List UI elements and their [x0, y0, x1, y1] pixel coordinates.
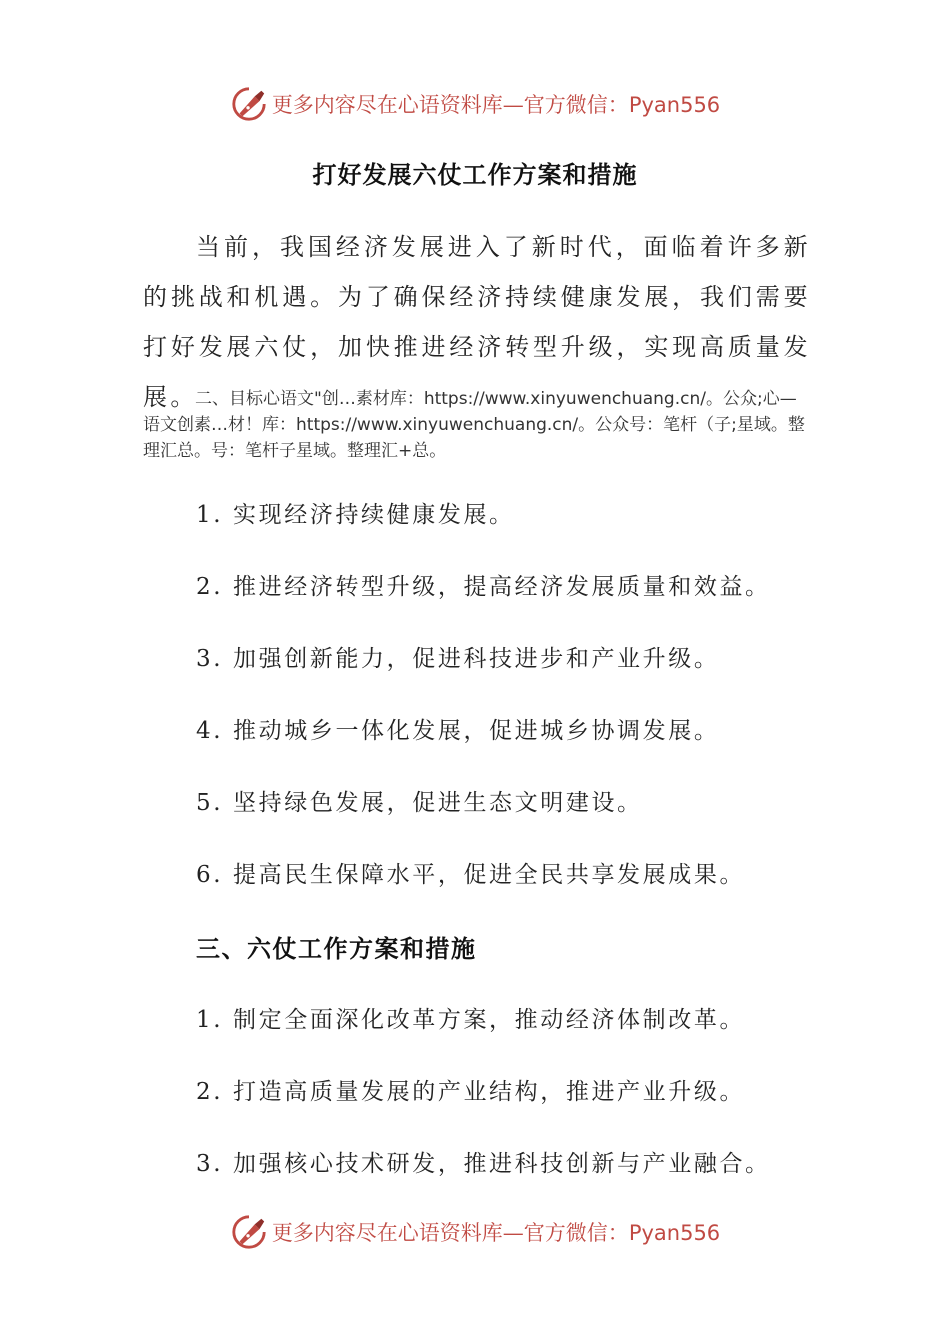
goal-item-4: 4. 推动城乡一体化发展，促进城乡协调发展。: [196, 718, 720, 744]
goal-item-5: 5. 坚持绿色发展，促进生态文明建设。: [196, 790, 643, 816]
goal-item-3: 3. 加强创新能力，促进科技进步和产业升级。: [196, 646, 720, 672]
measure-item-1: 1. 制定全面深化改革方案，推动经济体制改革。: [196, 1007, 746, 1033]
header-banner-text: 更多内容尽在心语资料库—官方微信：: [271, 93, 629, 117]
goal-item-6: 6. 提高民生保障水平，促进全民共享发展成果。: [196, 862, 746, 888]
header-banner-wechat-id: Pyan556: [628, 93, 721, 117]
goal-item-2: 2. 推进经济转型升级，提高经济发展质量和效益。: [196, 574, 771, 600]
section-3-heading: 三、六仗工作方案和措施: [196, 934, 477, 963]
watermark-paragraph: 二、目标心语文"创…素材库：https://www.xinyuwenchuang.cn/。公众;心—语文创素…材！库：https://www.xinyuwenchuang.cn/。公众号：笔杆（子;星域。整理汇总。号：笔杆子星域。整理汇+总。: [143, 389, 805, 461]
pen-nib-logo-icon: [230, 85, 268, 123]
intro-paragraph: 当前，我国经济发展进入了新时代，面临着许多新的挑战和机遇。为了确保经济持续健康发展，我们需要打好发展六仗，加快推进经济转型升级，实现高质量发展。: [143, 233, 811, 411]
pen-nib-logo-icon: [230, 1213, 268, 1251]
measure-item-2: 2. 打造高质量发展的产业结构，推进产业升级。: [196, 1079, 746, 1105]
footer-banner-text: 更多内容尽在心语资料库—官方微信：: [271, 1221, 629, 1245]
measure-item-3: 3. 加强核心技术研发，推进科技创新与产业融合。: [196, 1151, 771, 1177]
goal-item-1: 1. 实现经济持续健康发展。: [196, 502, 515, 528]
header-banner: [0, 82, 950, 126]
document-title: 打好发展六仗工作方案和措施: [312, 160, 638, 189]
footer-banner-wechat-id: Pyan556: [628, 1221, 721, 1245]
footer-banner: [0, 1210, 950, 1254]
